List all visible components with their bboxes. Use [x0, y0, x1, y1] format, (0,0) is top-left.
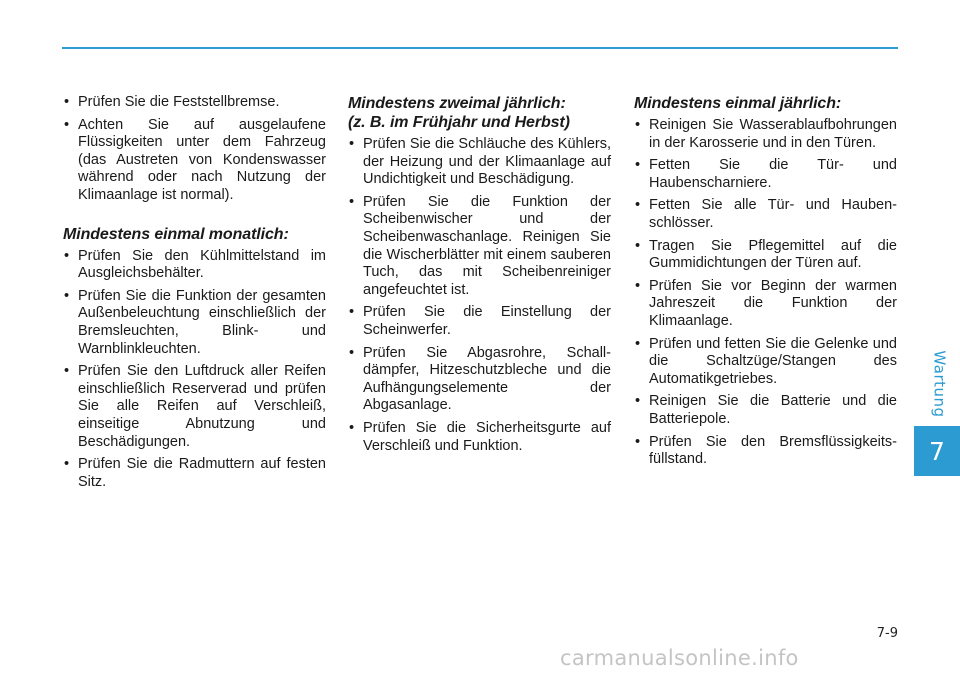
section-heading-yearly: [634, 94, 897, 113]
chapter-number: 7: [929, 436, 945, 466]
chapter-tab: [914, 426, 960, 476]
yearly-checklist: [634, 117, 897, 469]
intro-checklist: [63, 94, 326, 205]
chapter-title: Wartung: [931, 350, 949, 418]
heading-subline: (z. B. im Frühjahr und Herbst): [348, 114, 570, 131]
twice-yearly-checklist: [348, 136, 611, 455]
list-item: • Prüfen Sie den Luftdruck aller Reifen einschließlich Reserverad und prüfen Sie alle Reifen auf Verschleiß, einseitige Abnutzung und Beschädigungen.: [63, 363, 326, 451]
list-item: • Prüfen Sie den Bremsflüssigkeitsfüllstand.: [634, 434, 897, 469]
column-yearly: [634, 94, 897, 474]
heading-line: Mindestens einmal monatlich:: [63, 225, 289, 243]
chapter-side-label: [920, 340, 960, 428]
page-number: 7-9: [876, 626, 898, 641]
heading-line: Mindestens zweimal jährlich:: [348, 95, 566, 112]
list-item: • Prüfen Sie den Kühlmittelstand im Ausgleichsbehälter.: [63, 248, 326, 283]
section-heading-twice-yearly: [348, 94, 611, 132]
list-item: • Reinigen Sie Wasserablaufbohrungen in der Karosserie und in den Türen.: [634, 117, 897, 152]
list-item: • Prüfen Sie vor Beginn der warmen Jahreszeit die Funktion der Klimaanlage.: [634, 278, 897, 331]
heading-line: Mindestens einmal jährlich:: [634, 95, 842, 112]
list-item: • Prüfen Sie die Feststellbremse.: [63, 94, 326, 112]
column-twice-yearly: [348, 94, 611, 460]
list-item: • Prüfen und fetten Sie die Gelenke und die Schaltzüge/Stangen des Automatikgetriebes.: [634, 336, 897, 389]
list-item: • Prüfen Sie die Einstellung der Scheinwerfer.: [348, 304, 611, 339]
list-item: • Tragen Sie Pflegemittel auf die Gummidichtungen der Türen auf.: [634, 238, 897, 273]
list-item: • Reinigen Sie die Batterie und die Batteriepole.: [634, 393, 897, 428]
top-rule: [62, 47, 898, 49]
list-item: • Prüfen Sie die Funktion der gesamten Außenbeleuchtung einschließlich der Bremsleuchten, Blink- und Warnblinkleuchten.: [63, 288, 326, 358]
list-item: • Fetten Sie alle Tür- und Haubenschlösser.: [634, 197, 897, 232]
watermark: carmanualsonline.info: [560, 646, 799, 670]
column-monthly: [63, 94, 326, 496]
list-item: • Prüfen Sie die Radmuttern auf festen Sitz.: [63, 456, 326, 491]
list-item: • Achten Sie auf ausgelaufene Flüssigkeiten unter dem Fahrzeug (das Austreten von Kondenswasser während oder nach Nutzung der Klimaanlage ist normal).: [63, 117, 326, 205]
monthly-checklist: [63, 248, 326, 492]
section-heading-monthly: [63, 225, 326, 244]
list-item: • Prüfen Sie die Sicherheitsgurte auf Verschleiß und Funktion.: [348, 420, 611, 455]
list-item: • Prüfen Sie Abgasrohre, Schalldämpfer, Hitzeschutzbleche und die Aufhängungselemente der Abgasanlage.: [348, 345, 611, 415]
list-item: • Fetten Sie die Tür- und Haubenscharniere.: [634, 157, 897, 192]
list-item: • Prüfen Sie die Schläuche des Kühlers, der Heizung und der Klimaanlage auf Undichtigkeit und Beschädigung.: [348, 136, 611, 189]
list-item: • Prüfen Sie die Funktion der Scheibenwischer und der Scheibenwaschanlage. Reinigen Sie die Wischerblätter mit einem sauberen Tuch, das mit Scheibenreiniger angefeuchtet ist.: [348, 194, 611, 300]
